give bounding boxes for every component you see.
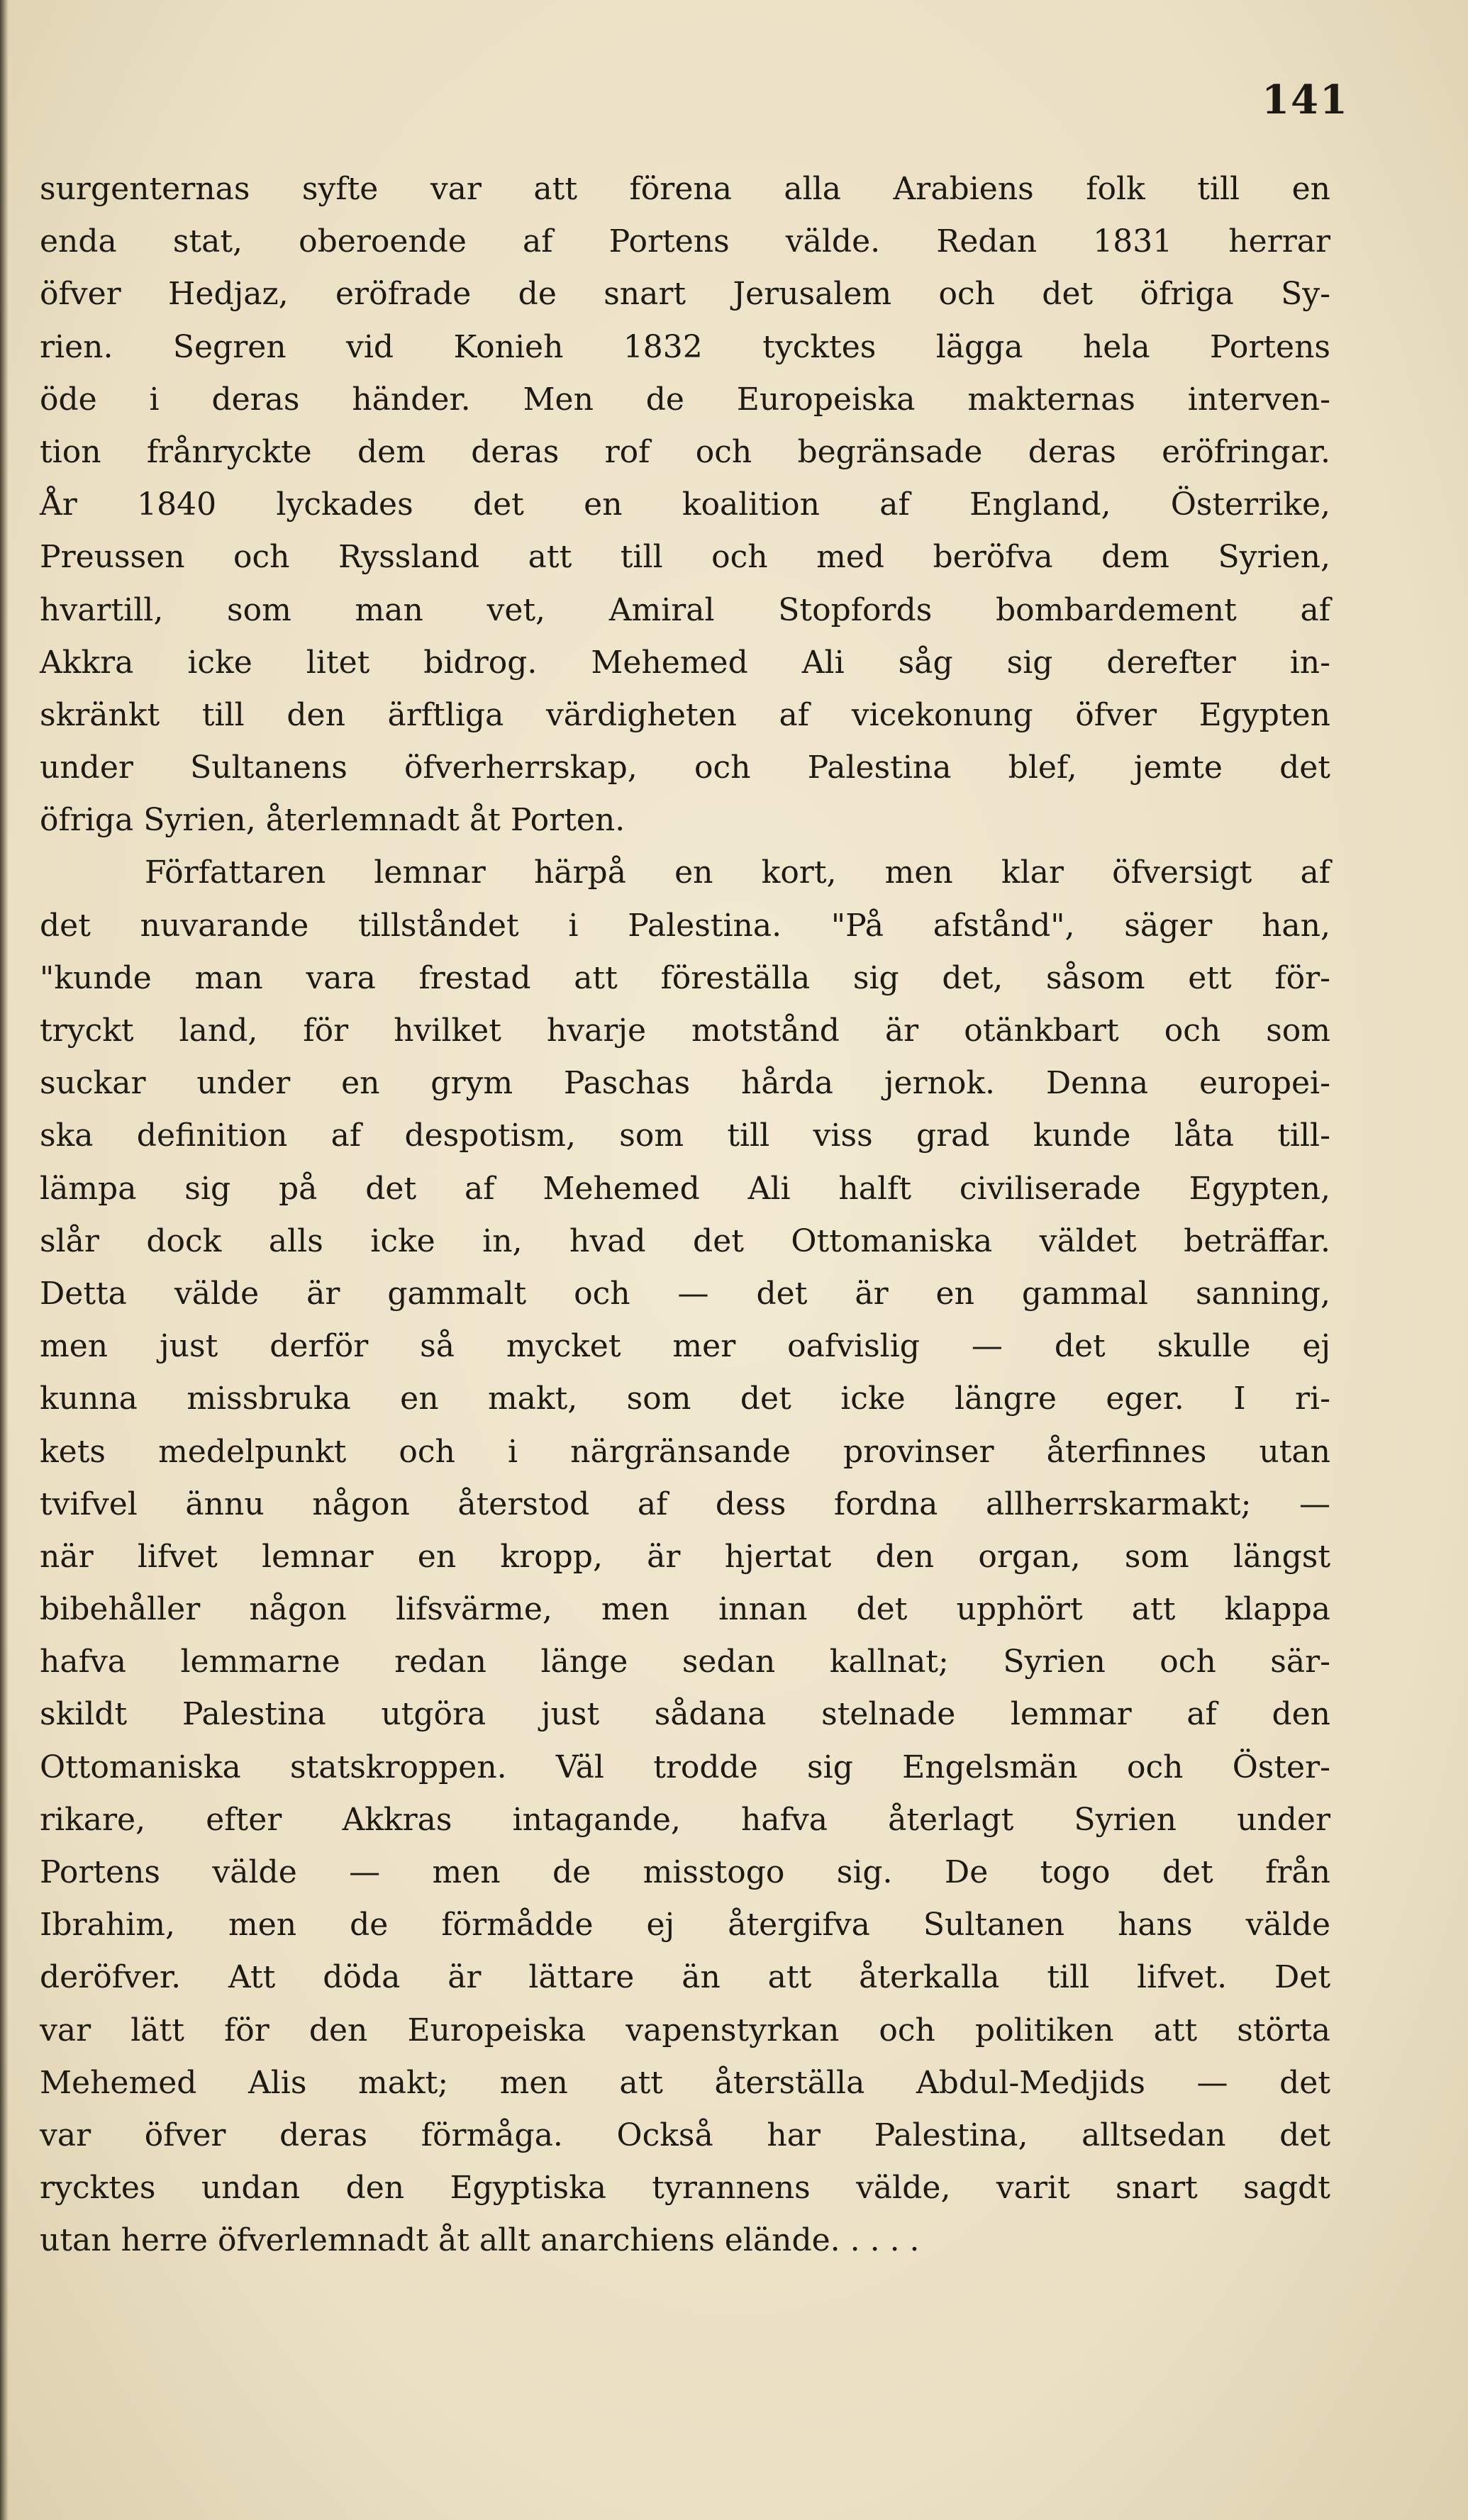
text-line: rikare, efter Akkras intagande, hafva återlagt Syrien under: [40, 1801, 1330, 1838]
text-line: öfver Hedjaz, eröfrade de snart Jerusalem och det öfriga Sy-: [40, 276, 1330, 313]
text-line: Detta välde är gammalt och — det är en gammal sanning,: [40, 1275, 1330, 1312]
paragraph-end-line: öfriga Syrien, återlemnadt åt Porten.: [40, 802, 625, 839]
text-line: skränkt till den ärftliga värdigheten af vicekonung öfver Egypten: [40, 696, 1330, 733]
text-line: tvifvel ännu någon återstod af dess fordna allherrskarmakt; —: [40, 1485, 1330, 1522]
body-text: [40, 163, 1330, 2268]
text-line: hafva lemmarne redan länge sedan kallnat; Syrien och sär-: [40, 1644, 1330, 1680]
page-number: 141: [1262, 77, 1349, 123]
text-line: var öfver deras förmåga. Också har Palestina, alltsedan det: [40, 2117, 1330, 2153]
text-line: Portens välde — men de misstogo sig. De togo det från: [40, 1854, 1330, 1890]
text-line: hvartill, som man vet, Amiral Stopfords bombardement af: [40, 591, 1330, 628]
text-line: bibehåller någon lifsvärme, men innan det upphört att klappa: [40, 1591, 1330, 1628]
text-line: rien. Segren vid Konieh 1832 tycktes lägga hela Portens: [40, 328, 1330, 365]
text-line: kunna missbruka en makt, som det icke längre eger. I ri-: [40, 1381, 1330, 1417]
text-line: "kunde man vara frestad att föreställa sig det, såsom ett för-: [40, 959, 1330, 996]
text-line: lämpa sig på det af Mehemed Ali halft civiliserade Egypten,: [40, 1170, 1330, 1207]
text-line: suckar under en grym Paschas hårda jernok. Denna europei-: [40, 1065, 1330, 1102]
text-line: skildt Palestina utgöra just sådana stelnade lemmar af den: [40, 1696, 1330, 1733]
text-line: men just derför så mycket mer oafvislig — det skulle ej: [40, 1328, 1330, 1365]
text-line: ska definition af despotism, som till viss grad kunde låta till-: [40, 1117, 1330, 1154]
text-line: under Sultanens öfverherrskap, och Palestina blef, jemte det: [40, 749, 1330, 786]
text-line: när lifvet lemnar en kropp, är hjertat den organ, som längst: [40, 1538, 1330, 1575]
text-line: tryckt land, för hvilket hvarje motstånd är otänkbart och som: [40, 1013, 1330, 1049]
text-line: surgenternas syfte var att förena alla Arabiens folk till en: [40, 171, 1330, 207]
text-line: slår dock alls icke in, hvad det Ottomaniska väldet beträffar.: [40, 1222, 1330, 1259]
text-line: rycktes undan den Egyptiska tyrannens välde, varit snart sagdt: [40, 2170, 1330, 2207]
paragraph-end-line: utan herre öfverlemnadt åt allt anarchiens elände. . . . .: [40, 2222, 920, 2259]
text-line: Mehemed Alis makt; men att återställa Abdul-Medjids — det: [40, 2064, 1330, 2101]
text-line: Ibrahim, men de förmådde ej återgifva Sultanen hans välde: [40, 1907, 1330, 1944]
text-line: enda stat, oberoende af Portens välde. Redan 1831 herrar: [40, 223, 1330, 260]
text-line: tion frånryckte dem deras rof och begränsade deras eröfringar.: [40, 433, 1330, 470]
text-line: Preussen och Ryssland att till och med beröfva dem Syrien,: [40, 539, 1330, 576]
text-line: öde i deras händer. Men de Europeiska makternas interven-: [40, 381, 1330, 418]
text-line: det nuvarande tillståndet i Palestina. "På afstånd", säger han,: [40, 907, 1330, 944]
paragraph-start-line: Författaren lemnar härpå en kort, men klar öfversigt af: [145, 854, 1330, 891]
text-line: Ottomaniska statskroppen. Väl trodde sig Engelsmän och Öster-: [40, 1749, 1330, 1785]
page-binding-edge: [0, 0, 9, 2520]
text-line: var lätt för den Europeiska vapenstyrkan och politiken att störta: [40, 2012, 1330, 2048]
text-line: kets medelpunkt och i närgränsande provinser återfinnes utan: [40, 1433, 1330, 1470]
text-line: År 1840 lyckades det en koalition af England, Österrike,: [40, 486, 1330, 523]
text-line: Akkra icke litet bidrog. Mehemed Ali såg sig derefter in-: [40, 644, 1330, 681]
text-line: deröfver. Att döda är lättare än att återkalla till lifvet. Det: [40, 1959, 1330, 1996]
